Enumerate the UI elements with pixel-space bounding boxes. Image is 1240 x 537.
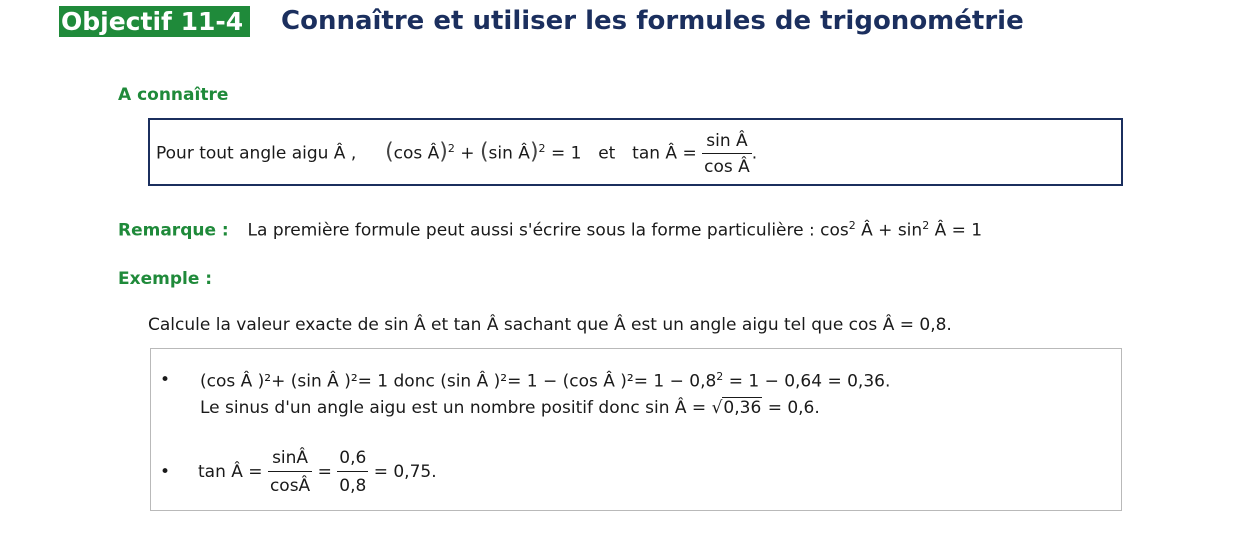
solution-line-1-text: (cos Â )²+ (sin Â )²= 1 donc (sin Â )²= 1 − (cos Â )²= 1 − 0,8 [200,371,717,392]
solution-tan-line [198,446,437,498]
remarque-label: Remarque : [118,220,229,241]
formula-equals-one: = 1 [550,143,582,164]
remarque-square-2: 2 [922,219,930,232]
remarque-square-1: 2 [848,219,856,232]
solution-square: 2 [716,370,724,383]
solution-value-fraction [337,446,368,498]
paren-close: ) [439,139,448,165]
tan-fraction-numerator: sin Â [702,130,752,154]
formula-square-1: 2 [447,142,455,155]
solution-bullet-2: • [160,462,171,482]
tan-fraction-denominator: cos Â [704,156,750,177]
formula-period: . [751,143,758,164]
page-title: Connaître et utiliser les formules de trigonométrie [281,6,1024,36]
sqrt-radicand: 0,36 [723,398,762,418]
formula-sin: sin Â [488,143,530,164]
tan-fraction [702,130,752,178]
remarque-text: La première formule peut aussi s'écrire sous la forme particulière : cos [247,220,849,241]
paren-close-2: ) [529,139,539,165]
formula-cos: cos Â [393,143,440,164]
remarque-end: Â = 1 [934,220,983,241]
exemple-label: Exemple : [118,269,213,289]
remarque-line [118,214,982,243]
solution-result: = 0,75. [373,462,437,482]
objective-badge: Objectif 11-4 [59,6,250,37]
solution-bullet-1: • [160,370,171,390]
sqrt-sign-icon: √ [711,398,723,418]
solution-line-2-end: = 0,6. [767,398,820,418]
solution-line-2-text: Le sinus d'un angle aigu est un nombre positif donc sin Â = [200,398,707,418]
formula-tan-lhs: tan Â = [632,143,697,164]
paren-open-2: ( [479,139,489,165]
section-heading-a-connaitre: A connaître [118,85,229,105]
remarque-mid: Â + sin [861,220,923,241]
solution-tan-numerator: sinÂ [268,446,312,472]
solution-value-numerator: 0,6 [337,446,368,472]
solution-tan-lhs: tan Â = [198,462,263,482]
solution-line-1 [200,370,890,392]
formula-intro: Pour tout angle aigu Â , [156,143,357,164]
exemple-statement: Calcule la valeur exacte de sin Â et tan Â sachant que Â est un angle aigu tel que cos Â = 0,8. [148,315,952,335]
formula-plus: + [460,143,475,164]
paren-open: ( [385,139,394,165]
solution-line-2 [200,398,820,418]
solution-tan-fraction [268,446,312,498]
formula-square-2: 2 [538,142,546,155]
solution-equals: = [317,462,332,482]
formula-et: et [598,143,616,164]
solution-line-1-end: = 1 − 0,64 = 0,36. [723,371,891,392]
solution-tan-denominator: cosÂ [269,476,311,496]
formula-line [156,127,757,178]
solution-value-denominator: 0,8 [339,476,367,496]
